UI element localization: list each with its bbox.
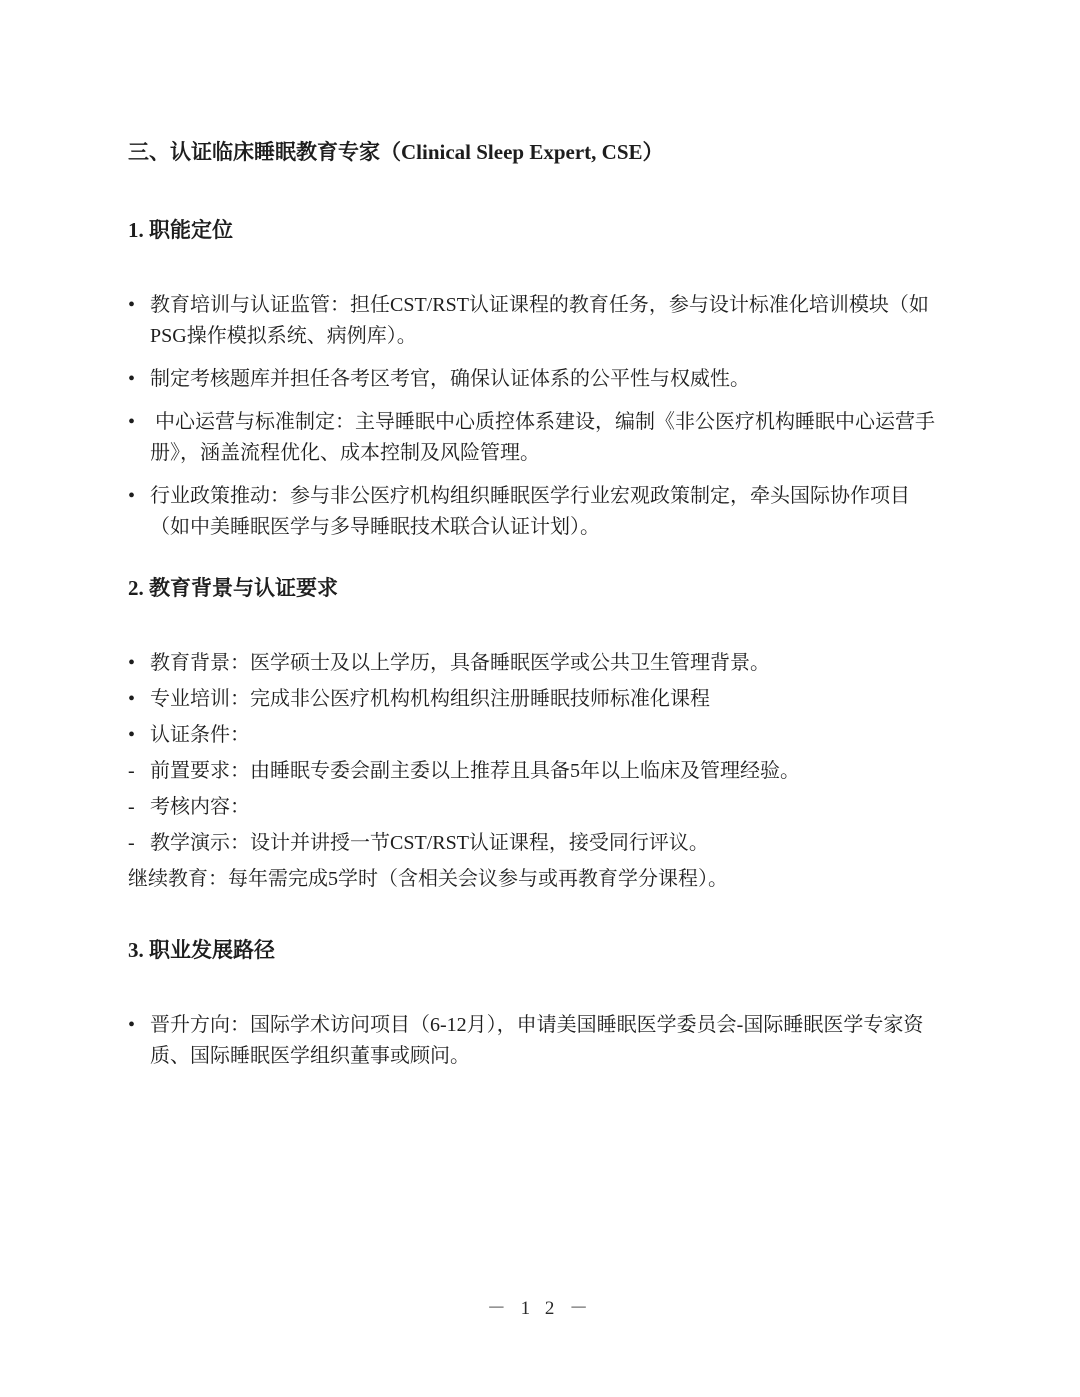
bullet-marker: • (128, 688, 136, 710)
document-title: 三、认证临床睡眠教育专家（Clinical Sleep Expert, CSE） (128, 140, 664, 164)
section-function-positioning (128, 215, 938, 543)
bullet-marker: • (128, 724, 136, 746)
list-item-text: 前置要求：由睡眠专委会副主委以上推荐且具备5年以上临床及管理经验。 (150, 760, 800, 782)
list-item (128, 756, 938, 787)
list-item (128, 648, 938, 679)
section-heading: 2. 教育背景与认证要求 (128, 576, 338, 600)
section-education-certification (128, 573, 938, 895)
list-item-text: 教育背景：医学硕士及以上学历，具备睡眠医学或公共卫生管理背景。 (150, 652, 770, 674)
list-item (128, 792, 938, 823)
list-item (128, 1010, 938, 1072)
section-heading: 1. 职能定位 (128, 218, 233, 242)
list-item (128, 828, 938, 859)
list-item (128, 407, 938, 469)
list-item (128, 684, 938, 715)
bullet-list (128, 1010, 938, 1072)
dash-marker: - (128, 760, 135, 782)
bullet-list (128, 648, 938, 895)
list-item-text: 继续教育：每年需完成5学时（含相关会议参与或再教育学分课程）。 (128, 868, 728, 890)
list-item-text: 行业政策推动：参与非公医疗机构组织睡眠医学行业宏观政策制定，牵头国际协作项目（如中美睡眠医学与多导睡眠技术联合认证计划）。 (150, 485, 910, 538)
list-item-text: 专业培训：完成非公医疗机构机构组织注册睡眠技师标准化课程 (150, 688, 710, 710)
section-heading: 3. 职业发展路径 (128, 938, 275, 962)
document-content (128, 137, 938, 1084)
bullet-marker: • (128, 411, 136, 433)
list-item-text: 晋升方向：国际学术访问项目（6-12月），申请美国睡眠医学委员会-国际睡眠医学专家资质、国际睡眠医学组织董事或顾问。 (150, 1014, 924, 1067)
list-item-text: 制定考核题库并担任各考区考官，确保认证体系的公平性与权威性。 (150, 368, 750, 390)
list-item-text: 教学演示：设计并讲授一节CST/RST认证课程，接受同行评议。 (150, 832, 709, 854)
list-item-text: 教育培训与认证监管：担任CST/RST认证课程的教育任务，参与设计标准化培训模块（如PSG操作模拟系统、病例库）。 (150, 294, 929, 347)
list-item (128, 720, 938, 751)
bullet-list (128, 290, 938, 543)
list-item-text: 中心运营与标准制定：主导睡眠中心质控体系建设，编制《非公医疗机构睡眠中心运营手册》，涵盖流程优化、成本控制及风险管理。 (150, 411, 935, 464)
list-item (128, 364, 938, 395)
dash-marker: - (128, 832, 135, 854)
bullet-marker: • (128, 1014, 136, 1036)
list-item (128, 864, 938, 895)
list-item (128, 481, 938, 543)
bullet-marker: • (128, 294, 136, 316)
bullet-marker: • (128, 485, 136, 507)
dash-marker: - (128, 796, 135, 818)
list-item-text: 认证条件： (150, 724, 250, 746)
bullet-marker: • (128, 368, 136, 390)
list-item-text: 考核内容： (150, 796, 250, 818)
section-career-path (128, 935, 938, 1072)
page-number: － 1 2 － (486, 1298, 594, 1319)
bullet-marker: • (128, 652, 136, 674)
list-item (128, 290, 938, 352)
